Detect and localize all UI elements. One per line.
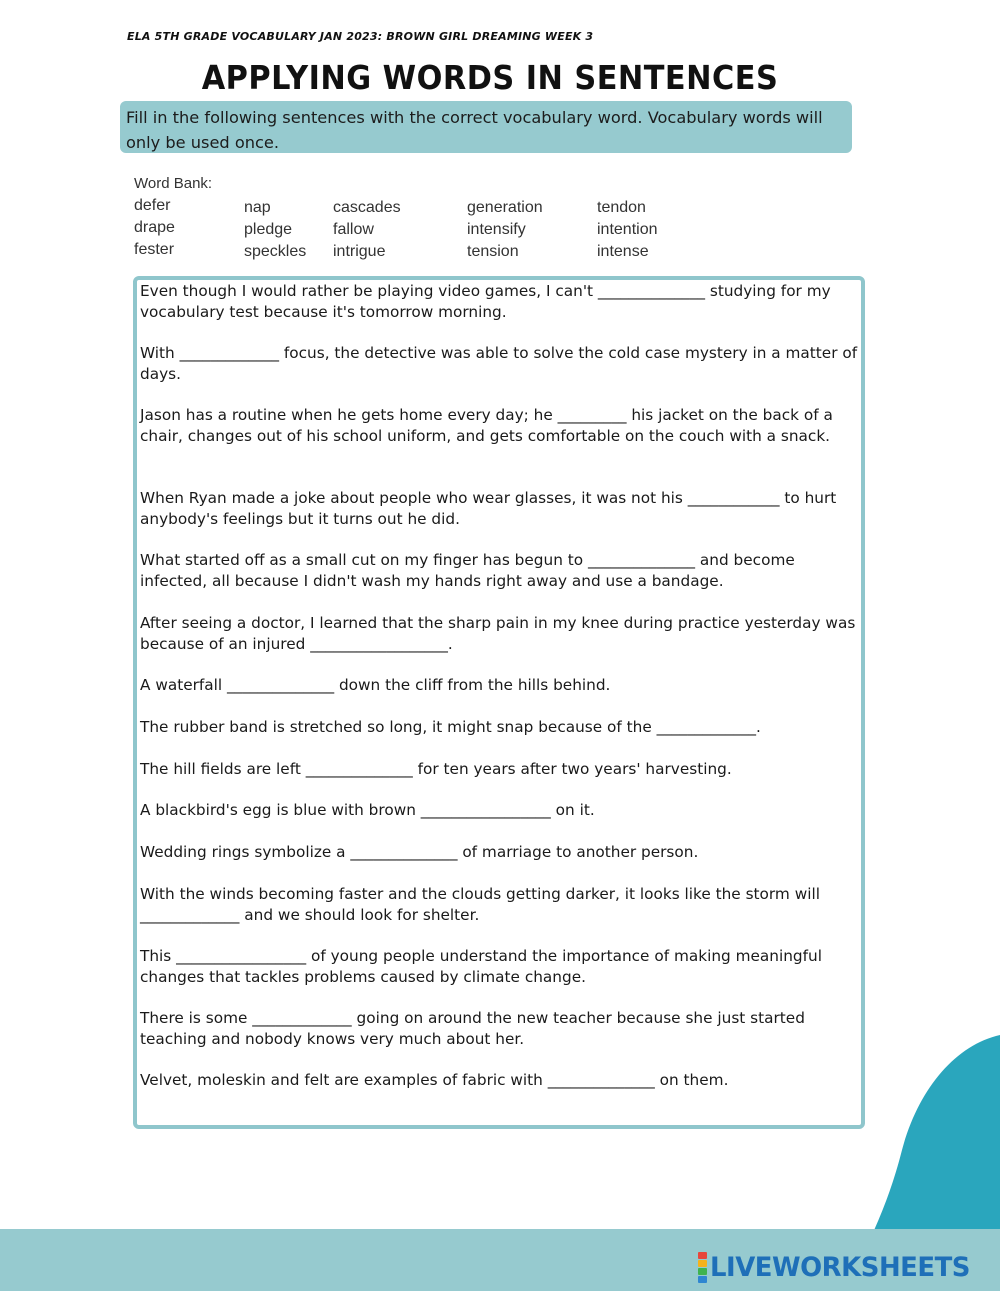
- sentence-9: The hill fields are left ______________ for ten years after two years' harvesting.: [140, 760, 732, 778]
- sentence-1: Even though I would rather be playing video games, I can't ______________ studying for my vocabulary test because it's tomorrow morning.: [140, 282, 831, 321]
- logo-text: LIVEWORKSHEETS: [710, 1252, 971, 1283]
- word-bank-word: generation: [467, 199, 543, 216]
- page-title: APPLYING WORDS IN SENTENCES: [201, 58, 779, 97]
- word-bank-word: intrigue: [333, 243, 386, 260]
- instructions-banner: Fill in the following sentences with the correct vocabulary word. Vocabulary words will only be used once.: [120, 101, 852, 153]
- sentence-6: After seeing a doctor, I learned that the sharp pain in my knee during practice yesterday was because of an injured __________________.: [140, 614, 856, 653]
- word-bank-word: defer: [134, 197, 171, 214]
- logo-blocks-icon: [698, 1252, 707, 1283]
- worksheet-subtitle: ELA 5TH GRADE VOCABULARY JAN 2023: BROWN GIRL DREAMING WEEK 3: [127, 30, 594, 43]
- word-bank-label: Word Bank:: [134, 175, 213, 192]
- sentence-11: Wedding rings symbolize a ______________ of marriage to another person.: [140, 843, 699, 861]
- sentence-5: What started off as a small cut on my finger has begun to ______________ and become infected, all because I didn't wash my hands right away and use a bandage.: [140, 551, 795, 590]
- sentence-7: A waterfall ______________ down the cliff from the hills behind.: [140, 676, 611, 694]
- sentence-2: With _____________ focus, the detective was able to solve the cold case mystery in a matter of days.: [140, 344, 858, 383]
- word-bank-word: cascades: [333, 199, 401, 216]
- liveworksheets-logo[interactable]: [698, 1252, 981, 1283]
- sentence-8: The rubber band is stretched so long, it might snap because of the _____________.: [140, 718, 761, 736]
- word-bank-word: drape: [134, 219, 175, 236]
- word-bank-word: intense: [597, 243, 649, 260]
- sentence-4: When Ryan made a joke about people who wear glasses, it was not his ____________ to hurt anybody's feelings but it turns out he did.: [140, 489, 837, 528]
- word-bank-word: speckles: [244, 243, 307, 260]
- word-bank-word: tendon: [597, 199, 646, 216]
- word-bank-word: fester: [134, 241, 175, 258]
- word-bank-word: intensify: [467, 221, 526, 238]
- word-bank-word: tension: [467, 243, 519, 260]
- sentence-3: Jason has a routine when he gets home every day; he _________ his jacket on the back of a chair, changes out of his school uniform, and gets comfortable on the couch with a snack.: [140, 406, 833, 445]
- sentence-15: Velvet, moleskin and felt are examples of fabric with ______________ on them.: [140, 1071, 729, 1089]
- sentence-10: A blackbird's egg is blue with brown _________________ on it.: [140, 801, 595, 819]
- sentence-12: With the winds becoming faster and the clouds getting darker, it looks like the storm will _____________ and we should look for shelter.: [140, 885, 820, 924]
- word-bank-word: nap: [244, 199, 271, 216]
- sentence-13: This _________________ of young people understand the importance of making meaningful changes that tackles problems caused by climate change.: [140, 947, 822, 986]
- sentence-14: There is some _____________ going on around the new teacher because she just started teaching and nobody knows very much about her.: [140, 1009, 805, 1048]
- word-bank-word: intention: [597, 221, 658, 238]
- word-bank-word: fallow: [333, 221, 374, 238]
- word-bank-word: pledge: [244, 221, 293, 238]
